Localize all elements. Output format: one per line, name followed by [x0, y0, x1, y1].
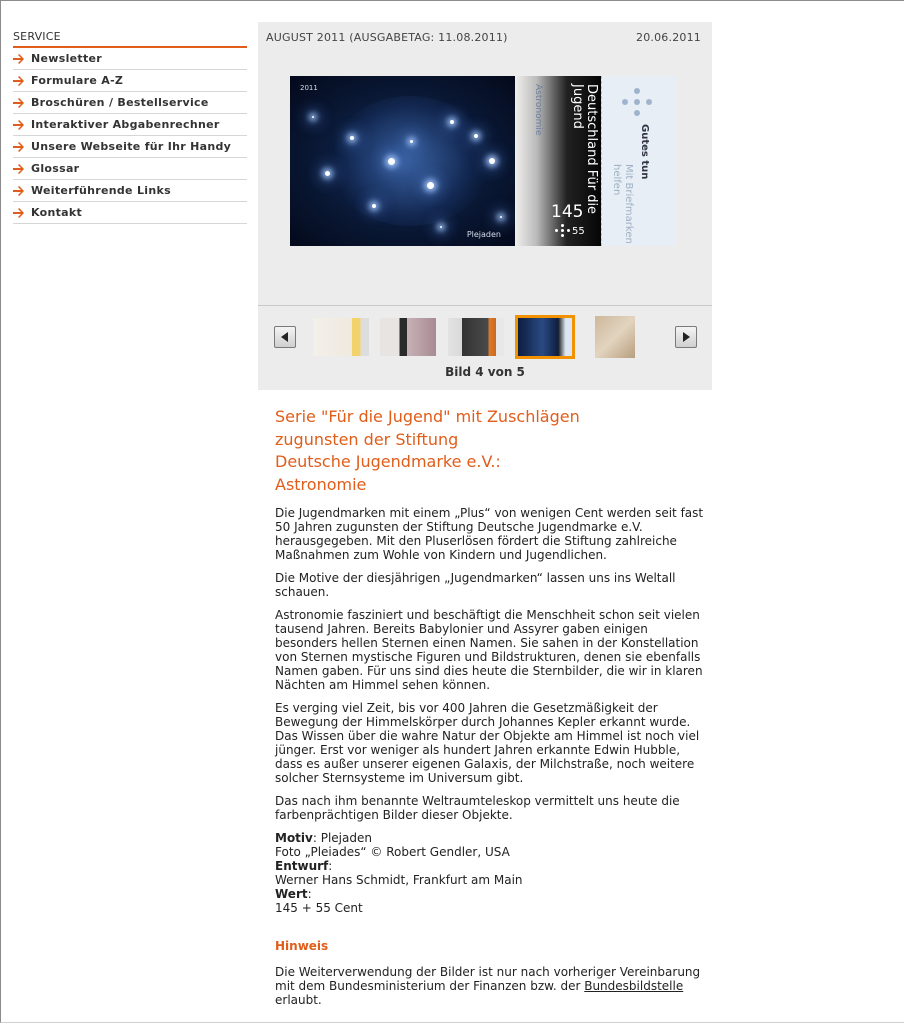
- star: [440, 226, 442, 228]
- sidebar-item-label: Kontakt: [31, 206, 83, 219]
- star: [388, 158, 395, 165]
- stamp-theme: Astronomie: [533, 84, 543, 136]
- arrow-right-icon: [13, 158, 31, 180]
- sidebar-item-handy[interactable]: [13, 136, 247, 158]
- sidebar-item-newsletter[interactable]: [13, 48, 247, 70]
- thumbnail-2[interactable]: [380, 318, 436, 356]
- gallery-meta: [266, 31, 701, 44]
- sidebar-item-abgabenrechner[interactable]: [13, 114, 247, 136]
- sidebar-item-label: Unsere Webseite für Ihr Handy: [31, 140, 232, 153]
- stamp-charity-tab: [601, 76, 676, 246]
- entwurf-label: Entwurf: [275, 859, 329, 873]
- star: [372, 204, 376, 208]
- plus-dots-icon: [555, 224, 571, 238]
- title-line: Astronomie: [275, 474, 367, 494]
- sidebar-item-label: Weiterführende Links: [31, 184, 171, 197]
- arrow-right-icon: [13, 48, 31, 70]
- publish-date: 20.06.2011: [636, 31, 701, 44]
- sidebar-item-label: Newsletter: [31, 52, 103, 65]
- stamp-value-strip: [515, 76, 601, 246]
- motiv-value: : Plejaden: [312, 831, 372, 845]
- thumbnail-image: [518, 318, 572, 356]
- previous-image-button[interactable]: [274, 326, 296, 348]
- sidebar-list: [13, 48, 247, 224]
- stamp-value: 145: [551, 202, 584, 222]
- sidebar-item-label: Broschüren / Bestellservice: [31, 96, 209, 109]
- arrow-right-icon: [13, 114, 31, 136]
- title-line: zugunsten der Stiftung: [275, 429, 459, 449]
- photo-credit: Foto „Pleiades“ © Robert Gendler, USA: [275, 845, 510, 859]
- star: [350, 136, 354, 140]
- hint-text-before: Die Weiterverwendung der Bilder ist nur nach vorheriger Vereinbarung mit dem Bundesministerium der Finanzen bzw. der: [275, 965, 701, 993]
- stamp-image-main: [290, 76, 676, 246]
- thumbnail-3[interactable]: [448, 318, 504, 356]
- stamp-surcharge: 55: [572, 226, 585, 237]
- paragraph: Astronomie fasziniert und beschäftigt die Menschheit schon seit vielen tausend Jahren. Bereits Babylonier und Assyrer gaben einigen besonders hellen Sternen einen Namen. Sie sahen in der Konstellation von Sternen mystische Figuren und Bildstrukturen, denen sie ebenfalls Namen gaben. Für uns sind dies heute die Sternbilder, die wir in klaren Nächten am Himmel sehen können.: [275, 608, 703, 692]
- wert-colon: :: [307, 887, 312, 901]
- stamp-motif-name: Plejaden: [466, 230, 501, 239]
- wert-label: Wert: [275, 887, 308, 901]
- hint-text-after: erlaubt.: [275, 993, 322, 1007]
- hint-text: [275, 965, 705, 1007]
- paragraph: Die Motive der diesjährigen „Jugendmarken“ lassen uns ins Weltall schauen.: [275, 571, 676, 599]
- article-title: [275, 406, 705, 496]
- thumbnail-1[interactable]: [313, 318, 369, 356]
- star: [427, 182, 434, 189]
- star: [312, 116, 314, 118]
- sidebar-heading: SERVICE: [13, 30, 247, 48]
- stamp-gallery: [258, 22, 712, 390]
- star: [474, 134, 478, 138]
- motiv-label: Motiv: [275, 831, 313, 845]
- article: [275, 406, 705, 1016]
- title-line: Serie "Für die Jugend" mit Zuschlägen: [275, 407, 580, 426]
- plus-dots-icon: [622, 88, 652, 118]
- gallery-divider: [258, 305, 712, 306]
- sidebar-item-links[interactable]: [13, 180, 247, 202]
- arrow-right-icon: [13, 136, 31, 158]
- thumbnail-5[interactable]: [595, 316, 635, 358]
- bundesbildstelle-link[interactable]: Bundesbildstelle: [584, 979, 684, 993]
- stamp-details: [275, 831, 705, 915]
- sidebar-item-glossar[interactable]: [13, 158, 247, 180]
- triangle-right-icon: [682, 332, 690, 342]
- star: [410, 140, 413, 143]
- hint-heading: Hinweis: [275, 939, 329, 953]
- tab-slogan: Gutes tun: [639, 124, 650, 180]
- sidebar-item-label: Formulare A-Z: [31, 74, 124, 87]
- thumbnail-4-selected[interactable]: [515, 315, 575, 359]
- arrow-right-icon: [13, 202, 31, 224]
- sidebar-item-formulare[interactable]: [13, 70, 247, 92]
- sidebar-item-broschueren[interactable]: [13, 92, 247, 114]
- entwurf-colon: :: [328, 859, 333, 873]
- wert-value: 145 + 55 Cent: [275, 901, 363, 915]
- star: [500, 216, 502, 218]
- star: [450, 120, 454, 124]
- arrow-right-icon: [13, 70, 31, 92]
- image-counter: Bild 4 von 5: [445, 365, 525, 379]
- arrow-right-icon: [13, 92, 31, 114]
- sidebar-item-kontakt[interactable]: [13, 202, 247, 224]
- tab-subslogan: Mit Briefmarken helfen: [611, 164, 634, 244]
- paragraph: Das nach ihm benannte Weltraumteleskop vermittelt uns heute die farbenprächtigen Bilder dieser Objekte.: [275, 794, 680, 822]
- service-sidebar: [13, 30, 247, 224]
- nebula-glow: [330, 96, 490, 226]
- pleiades-photo: [290, 76, 515, 246]
- stamp-country: Deutschland Für die Jugend: [570, 84, 599, 215]
- next-image-button[interactable]: [675, 326, 697, 348]
- paragraph: Es verging viel Zeit, bis vor 400 Jahren die Gesetzmäßigkeit der Bewegung der Himmelskörper durch Johannes Kepler erkannt wurde. Das Wissen über die wahre Natur der Objekte am Himmel ist noch viel jünger. Erst vor weniger als hundert Jahren erkannte Edwin Hubble, dass es außer unserer eigenen Galaxis, der Milchstraße, noch weitere solcher Sternsysteme im Universum gibt.: [275, 701, 700, 785]
- sidebar-item-label: Glossar: [31, 162, 80, 175]
- sidebar-item-label: Interaktiver Abgabenrechner: [31, 118, 220, 131]
- star: [325, 171, 330, 176]
- title-line: Deutsche Jugendmarke e.V.:: [275, 452, 501, 471]
- star: [489, 158, 495, 164]
- triangle-left-icon: [281, 332, 289, 342]
- paragraph: Die Jugendmarken mit einem „Plus“ von wenigen Cent werden seit fast 50 Jahren zugunsten der Stiftung Deutsche Jugendmarke e.V. herausgegeben. Mit den Pluserlösen fördert die Stiftung zahlreiche Maßnahmen zum Wohle von Kindern und Jugendlichen.: [275, 506, 704, 562]
- issue-date-label: AUGUST 2011 (AUSGABETAG: 11.08.2011): [266, 31, 508, 44]
- entwurf-value: Werner Hans Schmidt, Frankfurt am Main: [275, 873, 523, 887]
- stamp-year: 2011: [300, 84, 318, 92]
- arrow-right-icon: [13, 180, 31, 202]
